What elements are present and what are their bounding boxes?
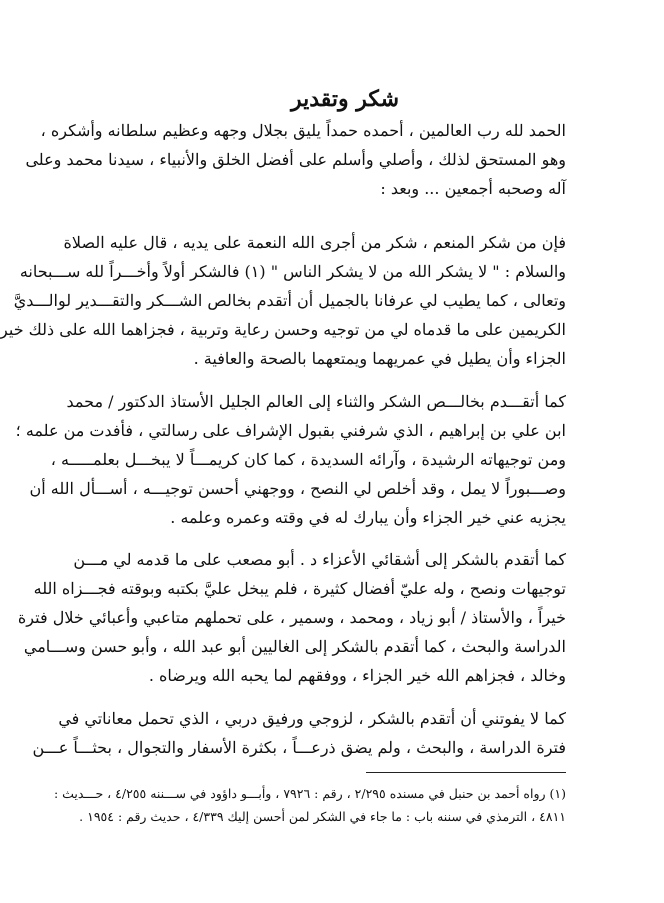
footnote-separator [366,772,566,773]
text-line: يجزيه عني خير الجزاء وأن يبارك له في وقته وعمره وعلمه . [170,508,566,527]
text-line: وهو المستحق لذلك ، وأصلي وأسلم على أفضل الخلق والأنبياء ، سيدنا محمد وعلى [25,150,566,169]
text-line: والسلام : " لا يشكر الله من لا يشكر الناس " (١) فالشكر أولاً وأخـــراً لله ســـبحانه [19,262,566,281]
text-line: ابن علي بن إبراهيم ، الذي شرفني بقبول الإشراف على رسالتي ، فأفدت من علمه ؛ [15,421,566,440]
text-line: الحمد لله رب العالمين ، أحمده حمداً يليق بجلال وجهه وعظيم سلطانه وأشكره ، [40,121,566,140]
footnote-line: (١) رواه أحمد بن حنبل في مسنده ٢/٢٩٥ ، رقم : ٧٩٢٦ ، وأبـــو داؤود في ســـننه ٤/٢٥٥ ، حـــديث : [53,786,566,801]
text-line: خيراً ، والأستاذ / أبو زياد ، ومحمد ، وسمير ، على تحملهم متاعبي وأعبائي خلال فترة [17,608,566,627]
text-line: كما لا يفوتني أن أتقدم بالشكر ، لزوجي ورفيق دربي ، الذي تحمل معاناتي في [58,709,566,728]
text-line: آله وصحبه أجمعين ... وبعد : [380,179,566,198]
text-line: الكريمين على ما قدماه لي من توجيه وحسن رعاية وتربية ، فجزاهما الله على ذلك خير [0,320,566,339]
text-line: وخالد ، فجزاهم الله خير الجزاء ، ووفقهم لما يحبه الله ويرضاه . [148,666,566,685]
text-line: وتعالى ، كما يطيب لي عرفانا بالجميل أن أتقدم بخالص الشـــكر والتقـــدير لوالـــديَّ [13,291,566,310]
text-line: وصـــبوراً لا يمل ، وقد أخلص لي النصح ، ووجهني أحسن توجيـــه ، أســـأل الله أن [29,479,566,498]
text-line: الدراسة والبحث ، كما أتقدم بالشكر إلى الغاليين أبو عبد الله ، وأبو حسن وســـامي [23,637,566,656]
text-line: توجيهات ونصح ، وله عليّ أفضال كثيرة ، فلم يبخل عليَّ بكتبه وبوقته فجـــزاه الله [33,579,566,598]
text-line: الجزاء وأن يطيل في عمريهما ويمتعهما بالصحة والعافية . [193,349,566,368]
text-line: فترة الدراسة ، والبحث ، ولم يضق ذرعـــاً ، بكثرة الأسفار والتجوال ، بحثـــاً عـــن [32,738,566,757]
text-line: كما أتقدم بالشكر إلى أشقائي الأعزاء د . أبو مصعب على ما قدمه لي مـــن [73,550,566,569]
footnote-line: ٤٨١١ ، الترمذي في سننه باب : ما جاء في الشكر لمن أحسن إليك ٤/٣٣٩ ، حديث رقم : ١٩٥٤ . [79,809,566,824]
page-title: شكر وتقدير [290,86,400,112]
text-line: فإن من شكر المنعم ، شكر من أجرى الله النعمة على يديه ، قال عليه الصلاة [63,233,566,252]
text-line: كما أتقـــدم بخالـــص الشكر والثناء إلى العالم الجليل الأستاذ الدكتور / محمد [66,392,566,411]
text-line: ومن توجيهاته الرشيدة ، وآرائه السديدة ، كما كان كريمـــاً لا يبخـــل بعلمـــــه ، [50,450,566,469]
